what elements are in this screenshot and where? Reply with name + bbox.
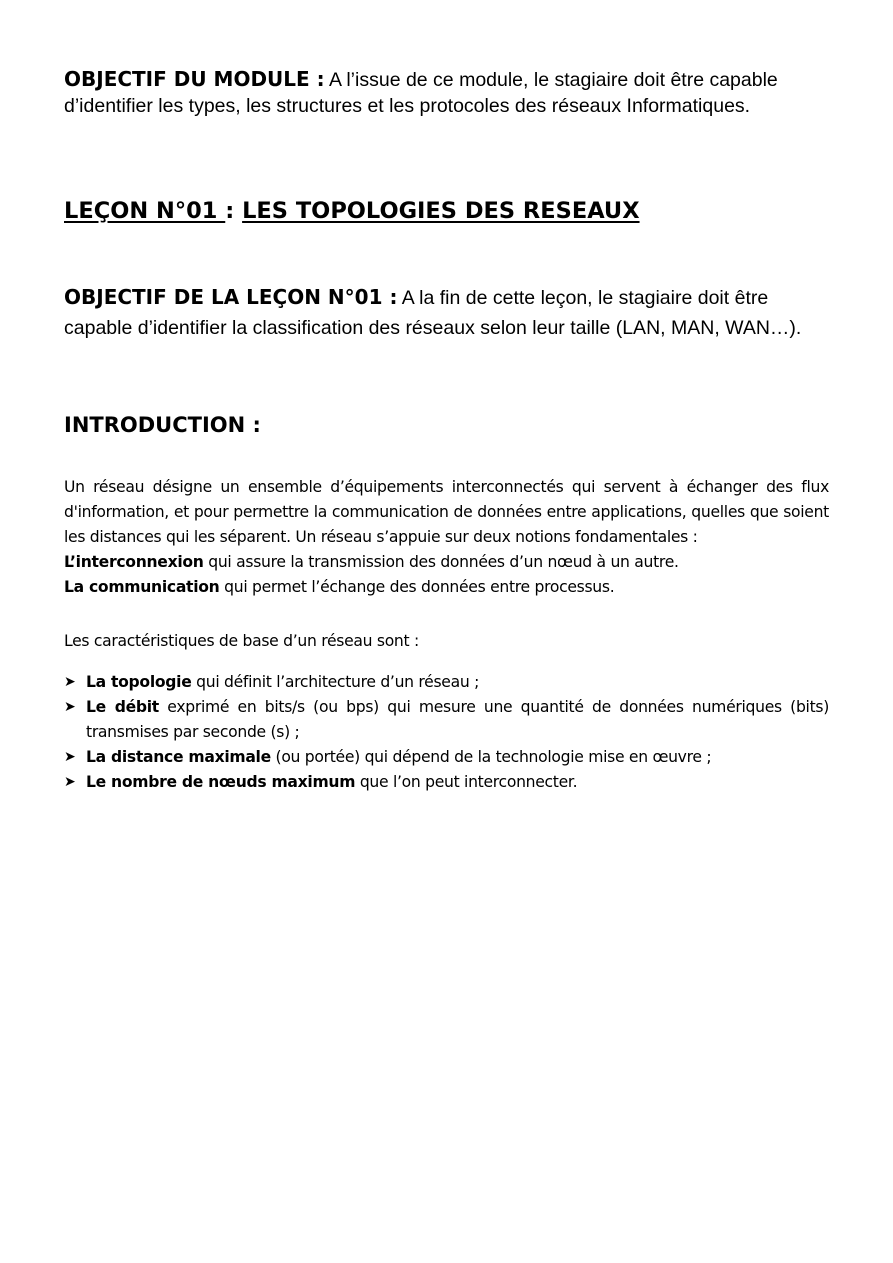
notion-text: qui assure la transmission des données d’un nœud à un autre. <box>203 553 679 571</box>
introduction-text: Un réseau désigne un ensemble d’équipements interconnectés qui servent à échanger des flux d'information, et pour permettre la communication de données entre applications, quelles que soient les distances qui les séparent. Un réseau s’appuie sur deux notions fondamentales : <box>64 478 829 546</box>
notion-text: qui permet l’échange des données entre processus. <box>219 578 615 596</box>
arrowhead-bullet-icon: ➤ <box>64 674 76 690</box>
lesson-objective <box>64 282 829 343</box>
lesson-title-separator: : <box>225 198 243 224</box>
characteristic-text: exprimé en bits/s (ou bps) qui mesure une quantité de données numériques (bits) transmises par seconde (s) ; <box>86 698 829 741</box>
arrowhead-bullet-icon: ➤ <box>64 774 76 790</box>
lesson-title-text: LES TOPOLOGIES DES RESEAUX <box>242 198 640 224</box>
lesson-objective-text: A la fin de cette leçon, le stagiaire doit être capable d’identifier la classification des réseaux selon leur taille (LAN, MAN, WAN…). <box>64 287 802 339</box>
introduction-heading: INTRODUCTION : <box>64 413 261 437</box>
module-objective <box>64 66 829 119</box>
module-objective-text: A l’issue de ce module, le stagiaire doit être capable d’identifier les types, les structures et les protocoles des réseaux Informatiques. <box>64 69 778 117</box>
characteristic-term: La distance maximale <box>86 748 271 766</box>
characteristic-text: qui définit l’architecture d’un réseau ; <box>191 673 480 691</box>
characteristics-intro: Les caractéristiques de base d’un réseau sont : <box>64 632 419 650</box>
list-item <box>64 695 829 745</box>
characteristic-term: Le débit <box>86 698 159 716</box>
notion-term: L’interconnexion <box>64 553 204 571</box>
notion-term: La communication <box>64 578 220 596</box>
characteristic-text: (ou portée) qui dépend de la technologie mise en œuvre ; <box>270 748 712 766</box>
module-objective-label: OBJECTIF DU MODULE : <box>64 67 325 91</box>
introduction-paragraph <box>64 475 829 600</box>
list-item <box>64 745 829 770</box>
lesson-number: LEÇON N°01 <box>64 198 226 224</box>
characteristic-term: La topologie <box>86 673 192 691</box>
notion-item <box>64 575 829 600</box>
characteristics-list <box>64 670 829 795</box>
list-item <box>64 770 829 795</box>
lesson-title <box>64 195 640 227</box>
notion-item <box>64 550 829 575</box>
list-item <box>64 670 829 695</box>
lesson-objective-label: OBJECTIF DE LA LEÇON N°01 : <box>64 285 398 309</box>
characteristic-term: Le nombre de nœuds maximum <box>86 773 356 791</box>
arrowhead-bullet-icon: ➤ <box>64 749 76 765</box>
arrowhead-bullet-icon: ➤ <box>64 699 76 715</box>
characteristic-text: que l’on peut interconnecter. <box>355 773 578 791</box>
